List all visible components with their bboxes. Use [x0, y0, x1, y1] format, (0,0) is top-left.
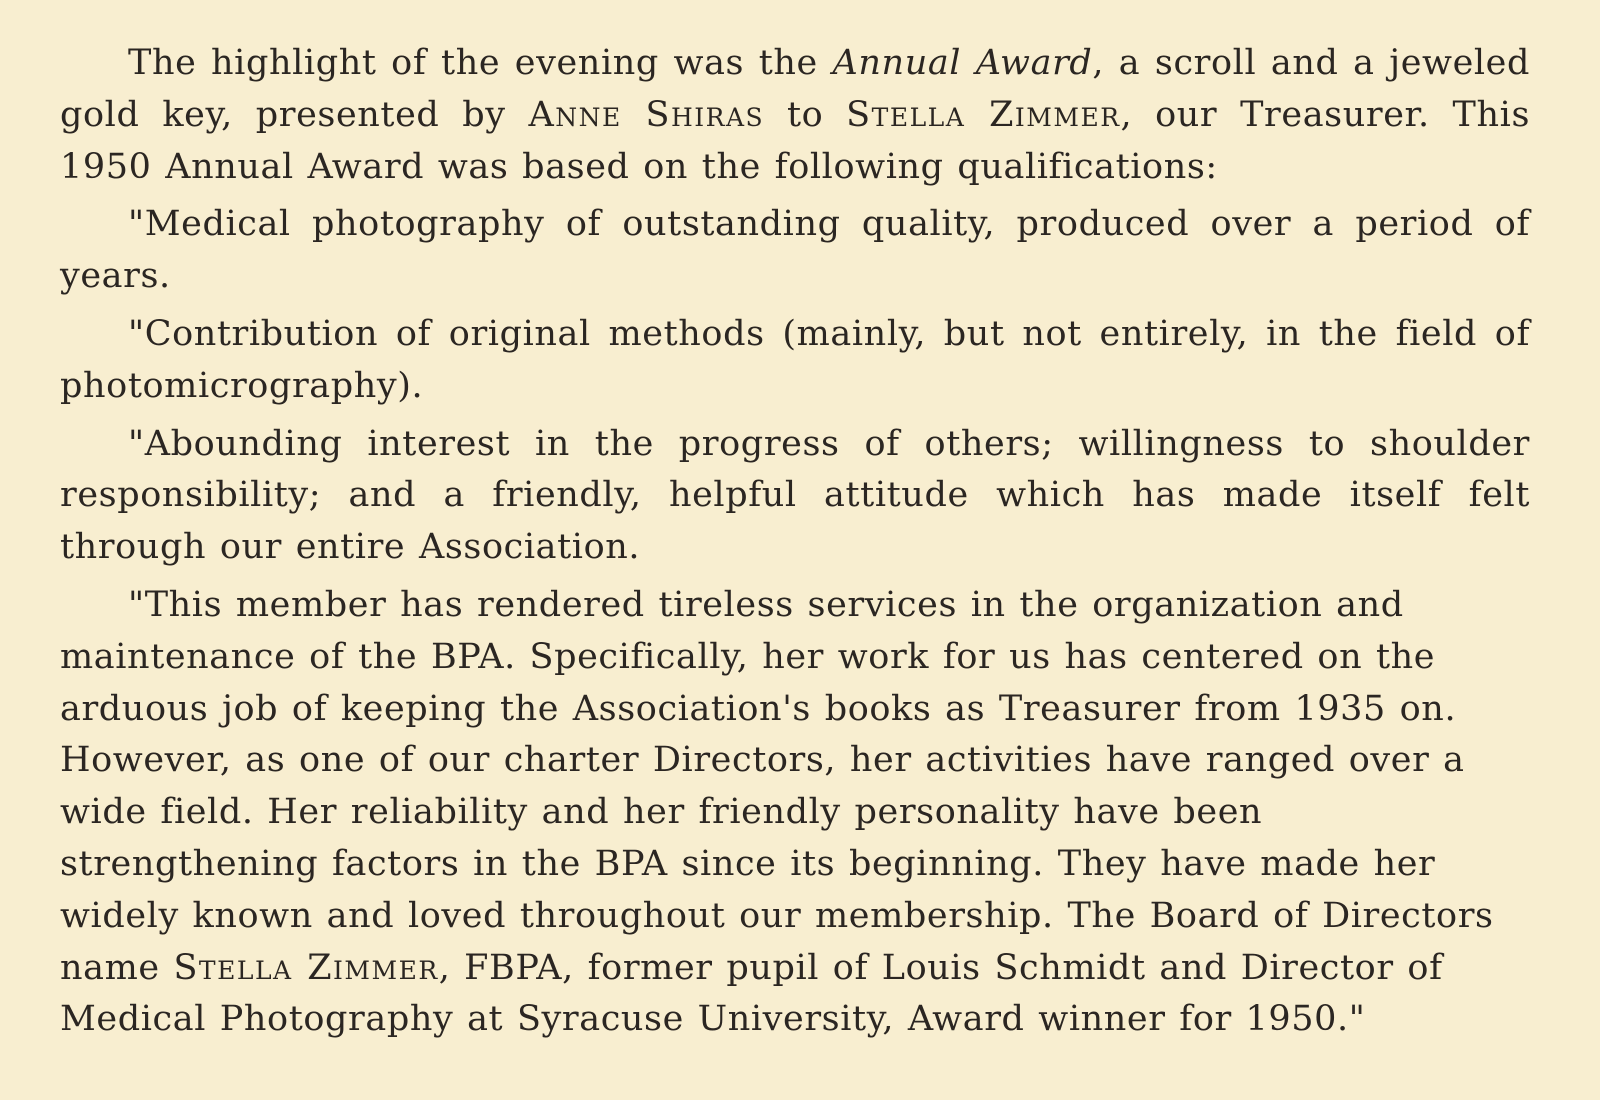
text-run: to: [764, 94, 847, 135]
paragraph-award-intro: [60, 38, 1530, 193]
text-run: , a scroll and a jeweled gold key, presented by: [60, 43, 1530, 135]
award-title: Annual Award: [832, 43, 1093, 83]
text-run: , our Treasurer. This 1950 Annual Award was based on the following qualifications:: [60, 94, 1531, 187]
paragraph-qualification-1: "Medical photography of outstanding quality, produced over a period of years.: [60, 204, 1530, 297]
text-block: [60, 38, 1530, 1046]
text-run: The highlight of the evening was the: [128, 43, 833, 83]
paragraph-citation: [60, 580, 1530, 1046]
text-run: "This member has rendered tireless services in the organization and maintenance of the BPA. Specifically, her work for us has centered on the arduous job of keeping the Association's books as Treasurer from 1935 on. However, as one of our charter Directors, her activities have ranged over a wide field. Her reliability and her friendly personality have been strengthening factors in the BPA since its beginning. They have made her widely known and loved throughout our membership. The Board of Directors name: [60, 584, 1494, 988]
presenter-name: Anne Shiras: [528, 94, 765, 135]
text-run: , FBPA, former pupil of Louis Schmidt and Director of Medical Photography at Syracuse University, Award winner for 1950.": [60, 947, 1443, 1040]
paragraph-qualification-2: "Contribution of original methods (mainly, but not entirely, in the field of photomicrography).: [60, 313, 1530, 406]
paragraph-qualification-3: "Abounding interest in the progress of others; willingness to shoulder responsibility; and a friendly, helpful attitude which has made itself felt through our entire Association.: [60, 423, 1530, 568]
recipient-name: Stella Zimmer: [846, 94, 1121, 135]
recipient-name: Stella Zimmer: [173, 947, 439, 988]
